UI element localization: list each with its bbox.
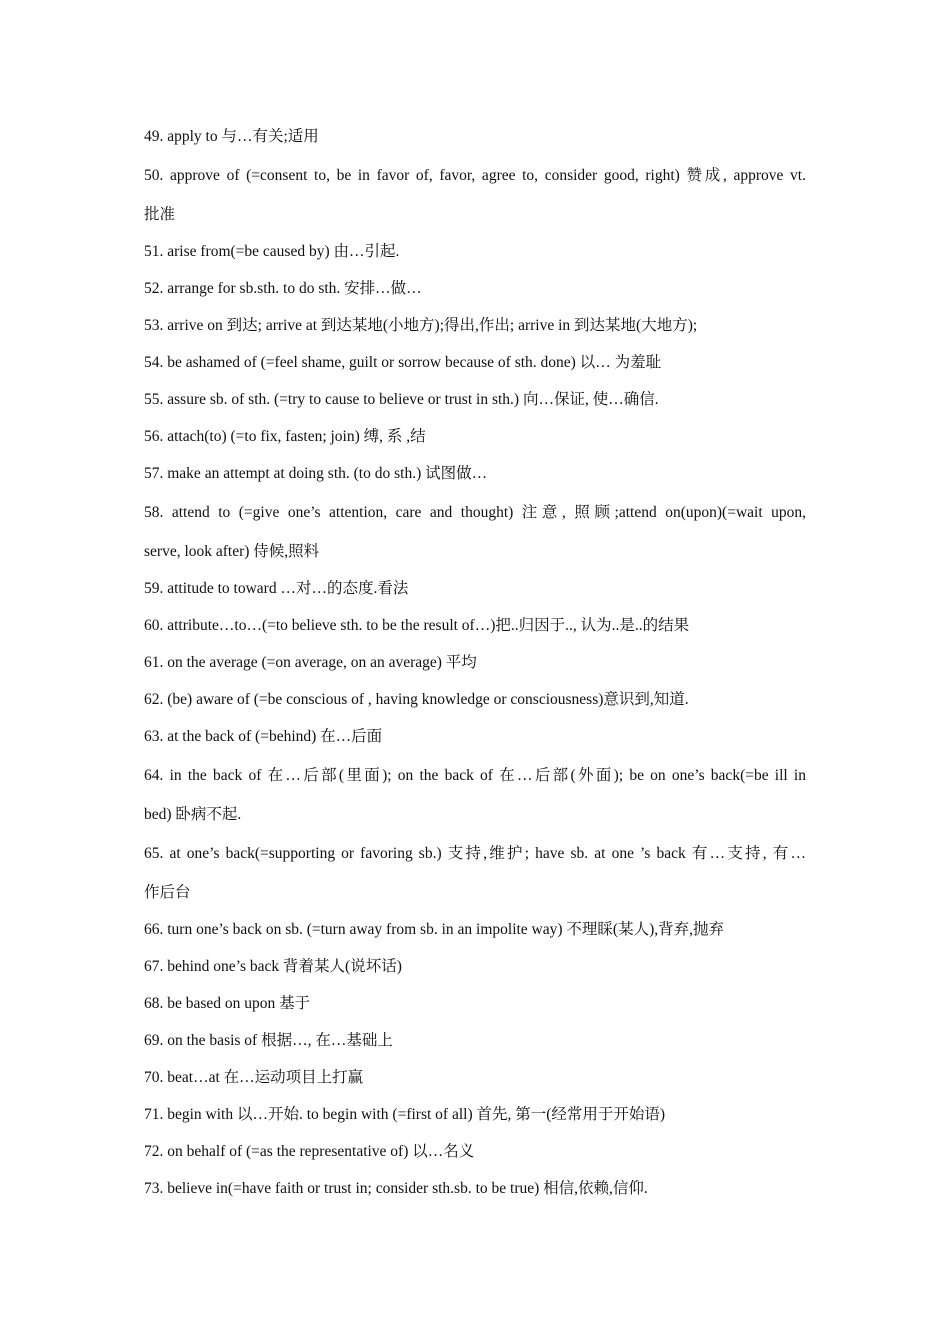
entry-62: 62. (be) aware of (=be conscious of , having knowledge or consciousness)意识到,知道. xyxy=(144,691,689,708)
entry-55: 55. assure sb. of sth. (=try to cause to believe or trust in sth.) 向…保证, 使…确信. xyxy=(144,391,659,408)
entry-61: 61. on the average (=on average, on an average) 平均 xyxy=(144,654,477,671)
entry-68: 68. be based on upon 基于 xyxy=(144,995,311,1012)
entry-66: 66. turn one’s back on sb. (=turn away from sb. in an impolite way) 不理睬(某人),背弃,抛弃 xyxy=(144,921,724,938)
entry-73: 73. believe in(=have faith or trust in; consider sth.sb. to be true) 相信,依赖,信仰. xyxy=(144,1180,648,1197)
entry-65: 65. at one’s back(=supporting or favoring sb.) 支持,维护; have sb. at one ’s back 有…支持, 有… xyxy=(144,845,806,862)
entry-71: 71. begin with 以…开始. to begin with (=first of all) 首先, 第一(经常用于开始语) xyxy=(144,1106,666,1123)
entry-51: 51. arise from(=be caused by) 由…引起. xyxy=(144,243,400,260)
entry-50: 50. approve of (=consent to, be in favor of, favor, agree to, consider good, right) 赞成, approve vt. xyxy=(144,167,806,184)
entry-64: 64. in the back of 在…后部(里面); on the back of 在…后部(外面); be on one’s back(=be ill in xyxy=(144,767,806,784)
entry-67: 67. behind one’s back 背着某人(说坏话) xyxy=(144,958,402,975)
entry-49: 49. apply to 与…有关;适用 xyxy=(144,128,319,145)
entry-65-continued: 作后台 xyxy=(144,884,191,901)
entry-53: 53. arrive on 到达; arrive at 到达某地(小地方);得出,作出; arrive in 到达某地(大地方); xyxy=(144,317,698,334)
entry-57: 57. make an attempt at doing sth. (to do sth.) 试图做… xyxy=(144,465,488,482)
entry-60: 60. attribute…to…(=to believe sth. to be the result of…)把..归因于.., 认为..是..的结果 xyxy=(144,617,690,634)
entry-64-continued: bed) 卧病不起. xyxy=(144,806,242,823)
entry-63: 63. at the back of (=behind) 在…后面 xyxy=(144,728,383,745)
entry-54: 54. be ashamed of (=feel shame, guilt or sorrow because of sth. done) 以… 为羞耻 xyxy=(144,354,662,371)
entry-59: 59. attitude to toward …对…的态度.看法 xyxy=(144,580,409,597)
entry-50-continued: 批准 xyxy=(144,206,176,223)
entry-69: 69. on the basis of 根据…, 在…基础上 xyxy=(144,1032,393,1049)
entry-56: 56. attach(to) (=to fix, fasten; join) 缚, 系 ,结 xyxy=(144,428,426,445)
entry-70: 70. beat…at 在…运动项目上打赢 xyxy=(144,1069,364,1086)
vocabulary-list xyxy=(144,118,806,1207)
entry-58-continued: serve, look after) 侍候,照料 xyxy=(144,543,320,560)
entry-72: 72. on behalf of (=as the representative of) 以…名义 xyxy=(144,1143,475,1160)
entry-52: 52. arrange for sb.sth. to do sth. 安排…做… xyxy=(144,280,422,297)
entry-58: 58. attend to (=give one’s attention, care and thought) 注意, 照顾;attend on(upon)(=wait upon, xyxy=(144,504,806,521)
